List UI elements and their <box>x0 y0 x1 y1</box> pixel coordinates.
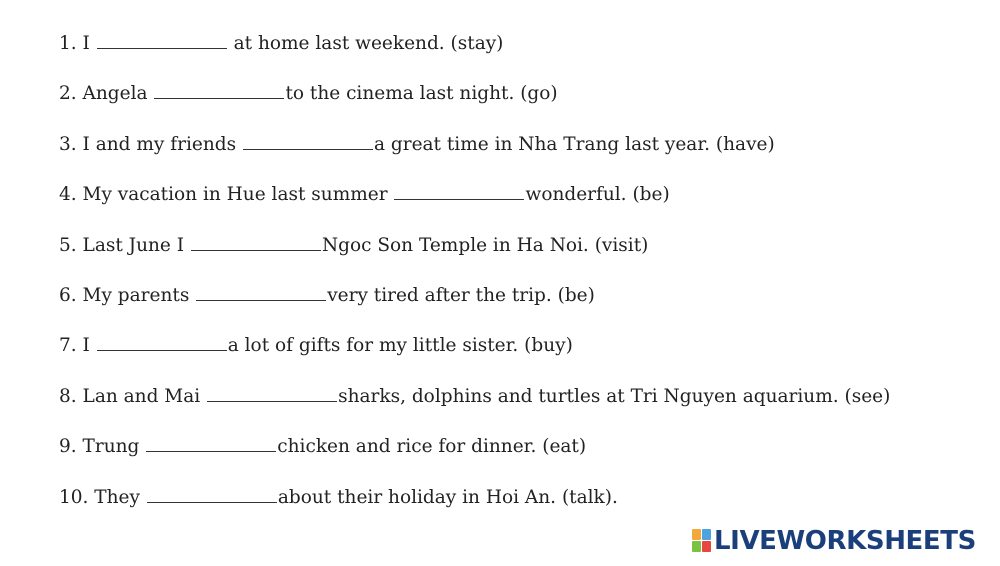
answer-blank-2[interactable] <box>154 81 284 99</box>
logo-tile <box>702 529 711 540</box>
question-text-after: very tired after the trip. (be) <box>327 284 595 306</box>
answer-blank-3[interactable] <box>243 132 373 150</box>
question-text-before: 6. My parents <box>59 284 190 306</box>
question-3 <box>59 132 959 182</box>
question-text-after: wonderful. (be) <box>525 184 670 206</box>
worksheet <box>59 31 959 535</box>
question-4 <box>59 182 959 232</box>
question-text-after: chicken and rice for dinner. (eat) <box>277 436 587 458</box>
answer-blank-10[interactable] <box>147 485 277 503</box>
question-2 <box>59 81 959 131</box>
logo-tile <box>692 541 701 552</box>
question-9 <box>59 434 959 484</box>
question-text-before: 1. I <box>59 33 90 54</box>
question-1 <box>59 31 959 81</box>
question-text-after: to the cinema last night. (go) <box>285 83 558 105</box>
answer-blank-5[interactable] <box>191 233 321 251</box>
question-text-after: Ngoc Son Temple in Ha Noi. (visit) <box>321 234 649 256</box>
question-text-after: at home last weekend. (stay) <box>227 33 504 54</box>
question-text-before: 9. Trung <box>59 436 140 458</box>
question-8 <box>59 384 959 434</box>
logo-tile <box>702 541 711 552</box>
question-6 <box>59 283 959 333</box>
question-text-after: sharks, dolphins and turtles at Tri Nguyen aquarium. (see) <box>338 385 891 407</box>
question-text-after: a great time in Nha Trang last year. (have) <box>373 133 775 155</box>
question-text-before: 10. They <box>59 486 140 508</box>
answer-blank-9[interactable] <box>146 434 276 452</box>
question-text-before: 3. I and my friends <box>59 133 237 155</box>
logo-tile <box>692 529 701 540</box>
answer-blank-4[interactable] <box>394 182 524 200</box>
brand-name: LIVEWORKSHEETS <box>714 526 976 556</box>
question-5 <box>59 233 959 283</box>
answer-blank-7[interactable] <box>97 333 227 351</box>
question-text-after: about their holiday in Hoi An. (talk). <box>277 486 618 508</box>
liveworksheets-logo <box>692 527 976 555</box>
question-text-after: a lot of gifts for my little sister. (buy) <box>227 335 573 357</box>
question-text-before: 7. I <box>59 335 90 357</box>
answer-blank-1[interactable] <box>97 31 227 49</box>
answer-blank-8[interactable] <box>207 384 337 402</box>
answer-blank-6[interactable] <box>196 283 326 301</box>
question-7 <box>59 333 959 383</box>
question-text-before: 8. Lan and Mai <box>59 385 201 407</box>
liveworksheets-logo-icon <box>692 529 711 553</box>
question-text-before: 2. Angela <box>59 83 148 105</box>
question-text-before: 4. My vacation in Hue last summer <box>59 184 388 206</box>
question-text-before: 5. Last June I <box>59 234 185 256</box>
